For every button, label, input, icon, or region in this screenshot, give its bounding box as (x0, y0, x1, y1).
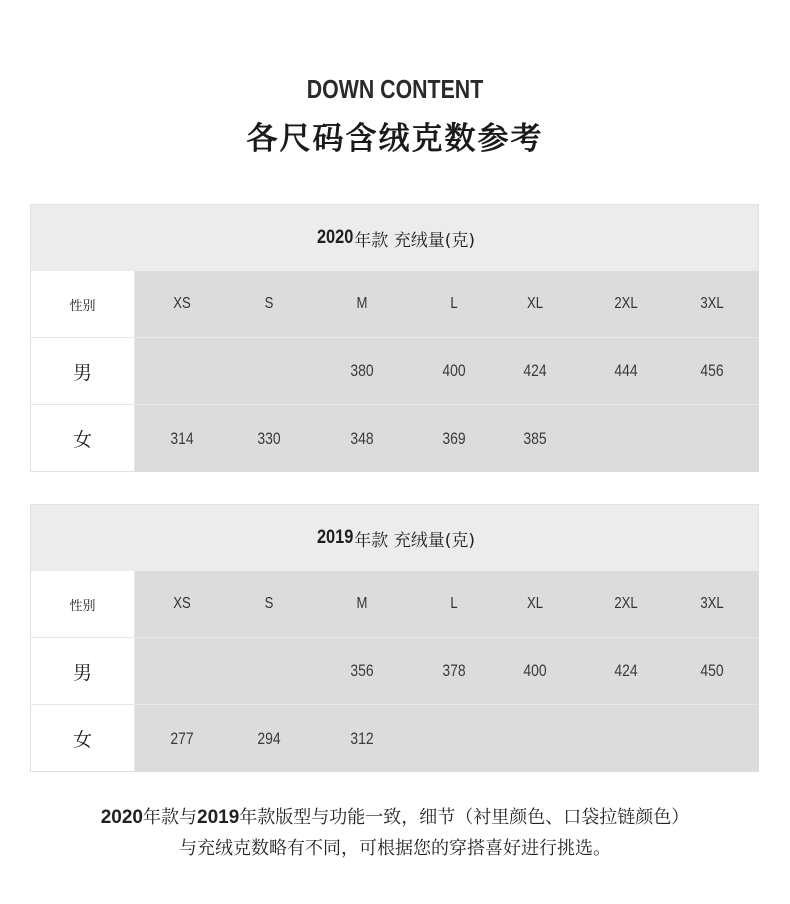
size-header-row (30, 271, 759, 338)
size-3xl: 3XL (700, 295, 724, 312)
size-m: M (356, 595, 368, 612)
value-cell: 312 (350, 728, 374, 748)
size-l: L (450, 295, 458, 312)
gender-label: 性别 (30, 571, 135, 638)
value-cell: 400 (523, 661, 547, 680)
size-l: L (450, 595, 458, 612)
gender-label: 性别 (30, 271, 135, 338)
row-cells (135, 405, 759, 472)
value-cell: 378 (442, 661, 466, 680)
value-cell: 400 (442, 361, 466, 380)
size-s: S (264, 595, 274, 612)
value-cell: 450 (700, 661, 724, 680)
size-s: S (264, 295, 274, 312)
size-2xl: 2XL (614, 595, 638, 612)
table-row-female (30, 405, 759, 472)
value-cell: 444 (614, 361, 638, 380)
footer-note-line2: 与充绒克数略有不同，可根据您的穿搭喜好进行挑选。 (179, 838, 611, 859)
value-cell: 456 (700, 361, 724, 380)
value-cell: 380 (350, 361, 374, 380)
value-cell: 348 (350, 428, 374, 448)
table-title (30, 204, 759, 271)
size-xs: XS (173, 595, 191, 612)
row-label-male: 男 (30, 338, 135, 405)
row-label-female: 女 (30, 705, 135, 772)
size-xl: XL (526, 595, 544, 612)
value-cell: 356 (350, 661, 374, 680)
value-cell: 277 (170, 728, 194, 748)
size-header-row (30, 571, 759, 638)
row-cells (135, 638, 759, 705)
size-table-2019 (30, 504, 759, 772)
size-header-cells (135, 271, 759, 338)
value-cell: 424 (523, 361, 547, 380)
table-row-male (30, 638, 759, 705)
table-title (30, 504, 759, 571)
footer-text: 年款版型与功能一致，细节（衬里颜色、口袋拉链颜色） (239, 807, 690, 828)
row-cells (135, 705, 759, 772)
footer-note-line1 (0, 803, 790, 829)
page-title-en: DOWN CONTENT (306, 74, 484, 104)
table-year: 2020 (316, 227, 354, 248)
row-label-male: 男 (30, 638, 135, 705)
size-xl: XL (526, 295, 544, 312)
size-table-2020 (30, 204, 759, 472)
footer-year-2019: 2019 (197, 807, 240, 828)
page-title-cn: 各尺码含绒克数参考 (246, 121, 544, 157)
value-cell: 385 (523, 428, 547, 448)
row-label-female: 女 (30, 405, 135, 472)
table-row-male (30, 338, 759, 405)
row-cells (135, 338, 759, 405)
table-title-suffix: 年款 充绒量(克) (354, 530, 475, 551)
value-cell: 330 (257, 428, 281, 448)
table-title-suffix: 年款 充绒量(克) (354, 230, 475, 251)
value-cell: 314 (170, 428, 194, 448)
table-row-female (30, 705, 759, 772)
value-cell: 369 (442, 428, 466, 448)
value-cell: 294 (257, 728, 281, 748)
size-m: M (356, 295, 368, 312)
size-3xl: 3XL (700, 595, 724, 612)
size-header-cells (135, 571, 759, 638)
size-xs: XS (173, 295, 191, 312)
value-cell: 424 (614, 661, 638, 680)
footer-year-2020: 2020 (100, 807, 143, 828)
footer-text: 年款与 (143, 807, 197, 828)
table-year: 2019 (316, 527, 354, 548)
size-2xl: 2XL (614, 295, 638, 312)
